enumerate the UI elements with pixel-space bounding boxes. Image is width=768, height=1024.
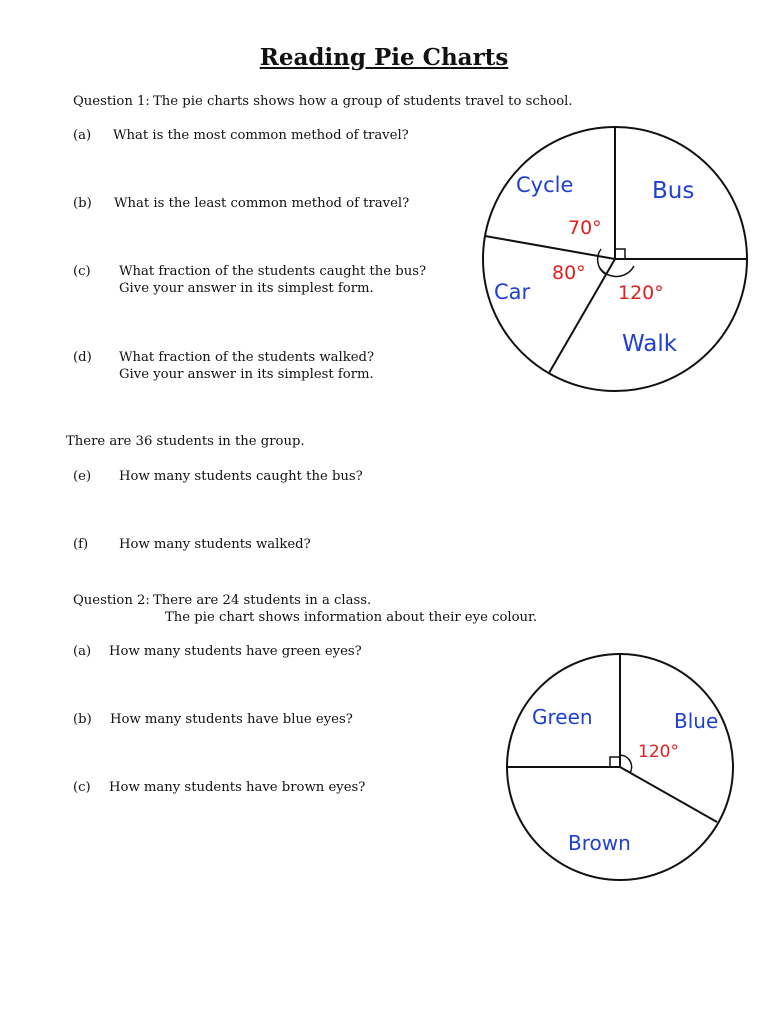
eye-colour-pie-chart (497, 650, 737, 882)
travel-pie-chart (470, 124, 760, 394)
eye-pie-divider-right (620, 767, 717, 822)
q1-part-d-text-1: What fraction of the students walked? (119, 350, 375, 365)
page-title: Reading Pie Charts (259, 44, 509, 71)
q1-part-e-text: How many students caught the bus? (119, 469, 363, 484)
travel-angle-label-car: 80° (552, 262, 586, 284)
q1-part-e (73, 468, 363, 485)
question-1-label: Question 1: (73, 94, 150, 109)
eye-slice-label-blue: Blue (674, 709, 719, 733)
q1-part-d (73, 349, 374, 366)
q1-part-a-label: (a) (73, 128, 92, 143)
travel-angle-label-walk: 120° (618, 282, 664, 304)
question-1-text: The pie charts shows how a group of students travel to school. (153, 94, 573, 109)
q1-part-c-label: (c) (73, 264, 91, 279)
travel-slice-label-walk: Walk (622, 331, 678, 357)
travel-slice-label-cycle: Cycle (516, 173, 574, 197)
question-2-text-1: There are 24 students in a class. (153, 593, 372, 608)
q2-part-a (73, 643, 362, 660)
q2-part-a-label: (a) (73, 644, 92, 659)
q1-part-b-label: (b) (73, 196, 92, 211)
q1-part-e-label: (e) (73, 469, 92, 484)
q2-part-a-text: How many students have green eyes? (109, 644, 362, 659)
q2-part-b-text: How many students have blue eyes? (110, 712, 353, 727)
eye-right-angle-marker (610, 757, 620, 767)
travel-angle-label-cycle: 70° (568, 217, 602, 239)
q1-part-f-label: (f) (73, 537, 89, 552)
q2-part-c-text: How many students have brown eyes? (109, 780, 366, 795)
question-2-label: Question 2: (73, 593, 150, 608)
q2-part-b (73, 711, 353, 728)
travel-slice-label-car: Car (494, 280, 531, 304)
q1-part-c-text-1: What fraction of the students caught the bus? (119, 264, 427, 279)
eye-angle-label-blue: 120° (638, 742, 679, 762)
q2-part-b-label: (b) (73, 712, 92, 727)
travel-right-angle-marker (615, 249, 625, 259)
q1-part-d-label: (d) (73, 350, 92, 365)
eye-slice-label-brown: Brown (568, 831, 631, 855)
q1-part-d-text-2: Give your answer in its simplest form. (119, 367, 374, 382)
travel-slice-label-bus: Bus (652, 178, 695, 204)
question-2-intro (73, 592, 371, 609)
q2-part-c (73, 779, 365, 796)
q1-part-f (73, 536, 311, 553)
q1-group-size: There are 36 students in the group. (66, 434, 305, 449)
eye-slice-label-green: Green (532, 705, 593, 729)
q1-part-b (73, 195, 409, 212)
q1-part-b-text: What is the least common method of travel? (114, 196, 410, 211)
q1-part-a-text: What is the most common method of travel? (113, 128, 409, 143)
q1-part-f-text: How many students walked? (119, 537, 311, 552)
q1-part-a (73, 127, 409, 144)
q2-part-c-label: (c) (73, 780, 91, 795)
travel-pie-divider-left (485, 236, 615, 259)
question-2-text-2: The pie chart shows information about their eye colour. (165, 610, 538, 625)
q1-part-c (73, 263, 426, 280)
q1-part-c-text-2: Give your answer in its simplest form. (119, 281, 374, 296)
question-1-intro (73, 93, 573, 110)
